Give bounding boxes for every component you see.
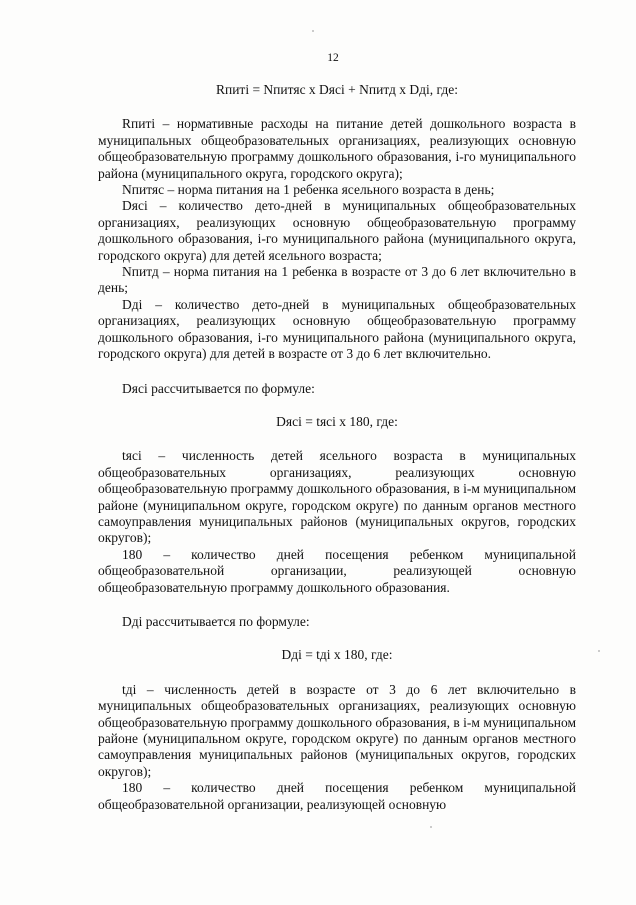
scan-speck: [598, 650, 600, 652]
scan-speck: [430, 826, 432, 828]
formula-rpit: Rпитi = Nпитяс x Dясi + Nпитд x Dдi, где:: [215, 82, 459, 97]
dyas-intro: Dясi рассчитывается по формуле:: [122, 380, 315, 396]
formula-dyas: Dясi = tясi x 180, где:: [276, 413, 398, 429]
page-content: [98, 82, 576, 813]
definition-180-d: 180 – количество дней посещения ребенком муниципальной общеобразовательной организации, реализующей основную: [98, 780, 576, 812]
definition-npit-d: Nпитд – норма питания на 1 ребенка в возрасте от 3 до 6 лет включительно в день;: [98, 264, 576, 296]
formula-dd: Dдi = tдi x 180, где:: [281, 647, 393, 663]
dd-intro: Dдi рассчитывается по формуле:: [122, 613, 310, 629]
definition-dd: Dдi – количество дето-дней в муниципальных общеобразовательных организациях, реализующих основную общеобразовательную программу дошкольного образования, i-го муниципального района (муниципального округа, городского округа) для детей в возрасте от 3 до 6 лет включительно.: [98, 296, 576, 362]
definition-dyas: Dясi – количество дето-дней в муниципальных общеобразовательных организациях, реализующих основную общеобразовательную программу дошкольного образования, i-го муниципального района (муниципального округа, городского округа) для детей ясельного возраста;: [98, 198, 576, 263]
definition-npit-yas: Nпитяс – норма питания на 1 ребенка ясельного возраста в день;: [122, 182, 495, 198]
scan-speck: [312, 30, 314, 32]
page-number: 12: [327, 52, 339, 64]
definition-rpit: Rпитi – нормативные расходы на питание детей дошкольного возраста в муниципальных общеобразовательных организациях, реализующих основную общеобразовательную программу дошкольного образования, i-го муниципального района (муниципального округа, городского округа);: [98, 116, 576, 181]
definition-td: tдi – численность детей в возрасте от 3 до 6 лет включительно в муниципальных общеобразовательных организациях, реализующих основную общеобразовательную программу дошкольного образования, в i-м муниципальном районе (муниципальном округе, городском округе) по данным органов местного самоуправления муниципальных районов (муниципальных округов, городских округов);: [98, 681, 576, 779]
definition-tyas: tясi – численность детей ясельного возраста в муниципальных общеобразовательных организациях, реализующих основную общеобразовательную программу дошкольного образования, в i-м муниципальном районе (муниципальном округе, городском округе) по данным органов местного самоуправления муниципальных районов (муниципальных округов, городских округов);: [98, 448, 576, 546]
definition-180-yas: 180 – количество дней посещения ребенком муниципальной общеобразовательной организации, реализующей основную общеобразовательную программу дошкольного образования.: [98, 546, 576, 595]
